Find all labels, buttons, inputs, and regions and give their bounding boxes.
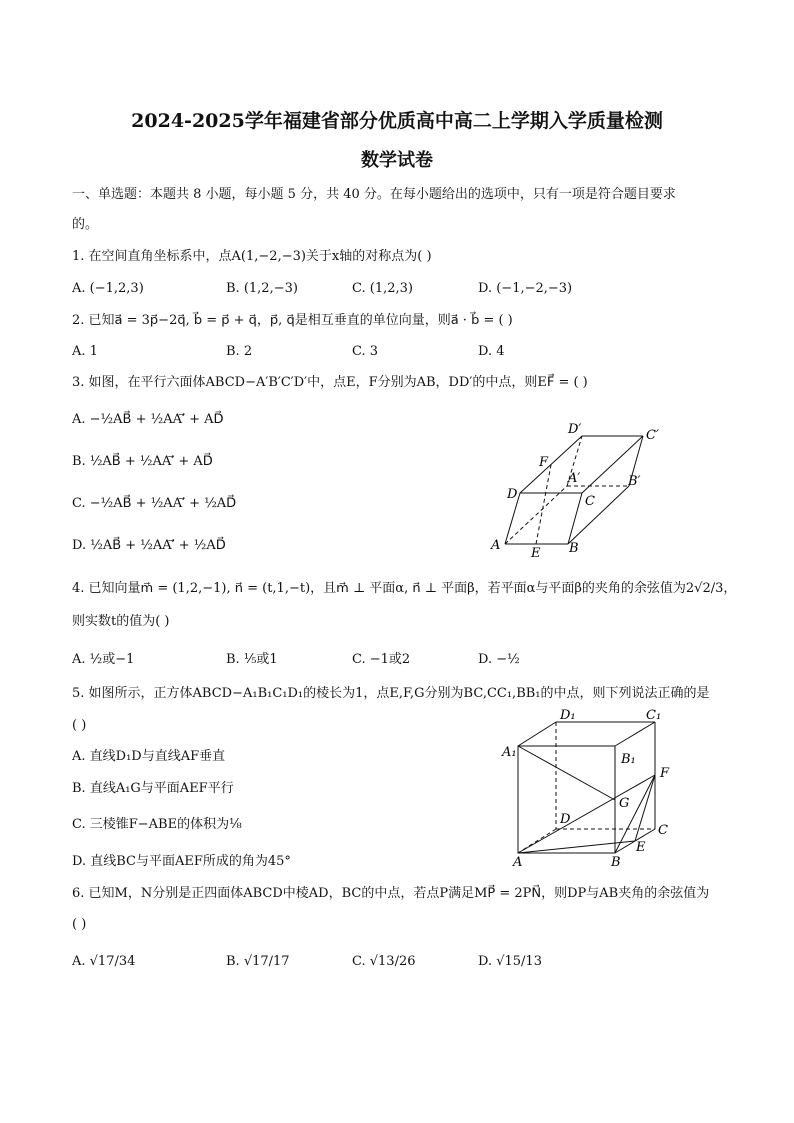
- q6-option-d: D. √15/13: [478, 954, 542, 969]
- q3-option-b: B. ½AB⃗ + ½AA′⃗ + AD⃗: [72, 454, 213, 469]
- q6-option-c: C. √13/26: [352, 954, 416, 969]
- label-b1: B₁: [621, 752, 636, 767]
- q6-stem-line1: 6. 已知M，N分别是正四面体ABCD中棱AD，BC的中点，若点P满足MP⃗ = 2PN⃗，则DP与AB夹角的余弦值为: [72, 886, 710, 901]
- q5-option-d: D. 直线BC与平面AEF所成的角为45°: [72, 854, 291, 869]
- q2-option-d: D. 4: [478, 344, 505, 359]
- section-heading-line1: 一、单选题：本题共 8 小题，每小题 5 分，共 40 分。在每小题给出的选项中，只有一项是符合题目要求: [72, 187, 676, 202]
- q2-stem: 2. 已知a⃗ = 3p⃗−2q⃗, b⃗ = p⃗ + q⃗，p⃗, q⃗是相互垂直的单位向量，则a⃗ · b⃗ = ( ): [72, 313, 513, 328]
- q6-stem-line2: ( ): [72, 917, 87, 932]
- q3-option-a: A. −½AB⃗ + ½AA′⃗ + AD⃗: [72, 412, 224, 427]
- section-heading-line2: 的。: [72, 217, 99, 232]
- label-b-prime: B′: [628, 474, 641, 489]
- q5-stem-line1: 5. 如图所示，正方体ABCD−A₁B₁C₁D₁的棱长为1，点E,F,G分别为BC,CC₁,BB₁的中点，则下列说法正确的是: [72, 686, 710, 701]
- parallelepiped-figure: [482, 420, 672, 560]
- label-d: D: [560, 812, 571, 827]
- q1-option-d: D. (−1,−2,−3): [478, 281, 573, 296]
- q3-stem: 3. 如图，在平行六面体ABCD−A′B′C′D′中，点E，F分别为AB，DD′的中点，则EF⃗ = ( ): [72, 375, 588, 390]
- label-a-prime: A′: [568, 471, 581, 486]
- label-c1: C₁: [646, 708, 662, 723]
- q5-stem-line2: ( ): [72, 718, 87, 733]
- q1-option-c: C. (1,2,3): [352, 281, 413, 296]
- label-g: G: [619, 796, 630, 811]
- q5-option-a: A. 直线D₁D与直线AF垂直: [72, 749, 226, 764]
- doc-subtitle: 数学试卷: [361, 150, 433, 171]
- label-a: A: [491, 538, 501, 553]
- label-f: F: [539, 455, 549, 470]
- q4-option-b: B. ⅕或1: [226, 652, 278, 667]
- doc-title: 2024-2025学年福建省部分优质高中高二上学期入学质量检测: [131, 110, 663, 132]
- label-a: A: [513, 855, 523, 870]
- label-a1: A₁: [502, 745, 517, 760]
- q2-option-b: B. 2: [226, 344, 253, 359]
- q5-option-b: B. 直线A₁G与平面AEF平行: [72, 781, 234, 796]
- q4-stem-line1: 4. 已知向量m⃗ = (1,2,−1), n⃗ = (t,1,−t)，且m⃗ ⊥ 平面α, n⃗ ⊥ 平面β，若平面α与平面β的夹角的余弦值为2√2/3，: [72, 581, 737, 596]
- q2-option-c: C. 3: [352, 344, 379, 359]
- q3-option-d: D. ½AB⃗ + ½AA′⃗ + ½AD⃗: [72, 538, 226, 553]
- label-d-prime: D′: [568, 422, 582, 437]
- q1-stem: 1. 在空间直角坐标系中，点A(1,−2,−3)关于x轴的对称点为( ): [72, 249, 432, 264]
- q1-option-a: A. (−1,2,3): [72, 281, 144, 296]
- q4-option-a: A. ½或−1: [72, 652, 135, 667]
- q6-option-b: B. √17/17: [226, 954, 290, 969]
- label-b: B: [569, 541, 579, 556]
- label-c-prime: C′: [646, 428, 659, 443]
- cube-figure: [500, 706, 690, 871]
- label-d: D: [507, 487, 518, 502]
- q6-option-a: A. √17/34: [72, 954, 136, 969]
- q4-option-d: D. −½: [478, 652, 520, 667]
- label-e: E: [531, 546, 541, 560]
- q4-stem-line2: 则实数t的值为( ): [72, 614, 170, 629]
- label-e: E: [636, 840, 646, 855]
- label-d1: D₁: [560, 708, 576, 723]
- q2-option-a: A. 1: [72, 344, 98, 359]
- q5-option-c: C. 三棱锥F−ABE的体积为⅛: [72, 817, 242, 832]
- label-b: B: [611, 855, 621, 870]
- q3-option-c: C. −½AB⃗ + ½AA′⃗ + ½AD⃗: [72, 496, 237, 511]
- q1-option-b: B. (1,2,−3): [226, 281, 298, 296]
- label-c: C: [658, 823, 668, 838]
- q4-option-c: C. −1或2: [352, 652, 411, 667]
- label-c: C: [585, 494, 595, 509]
- label-f: F: [660, 766, 670, 781]
